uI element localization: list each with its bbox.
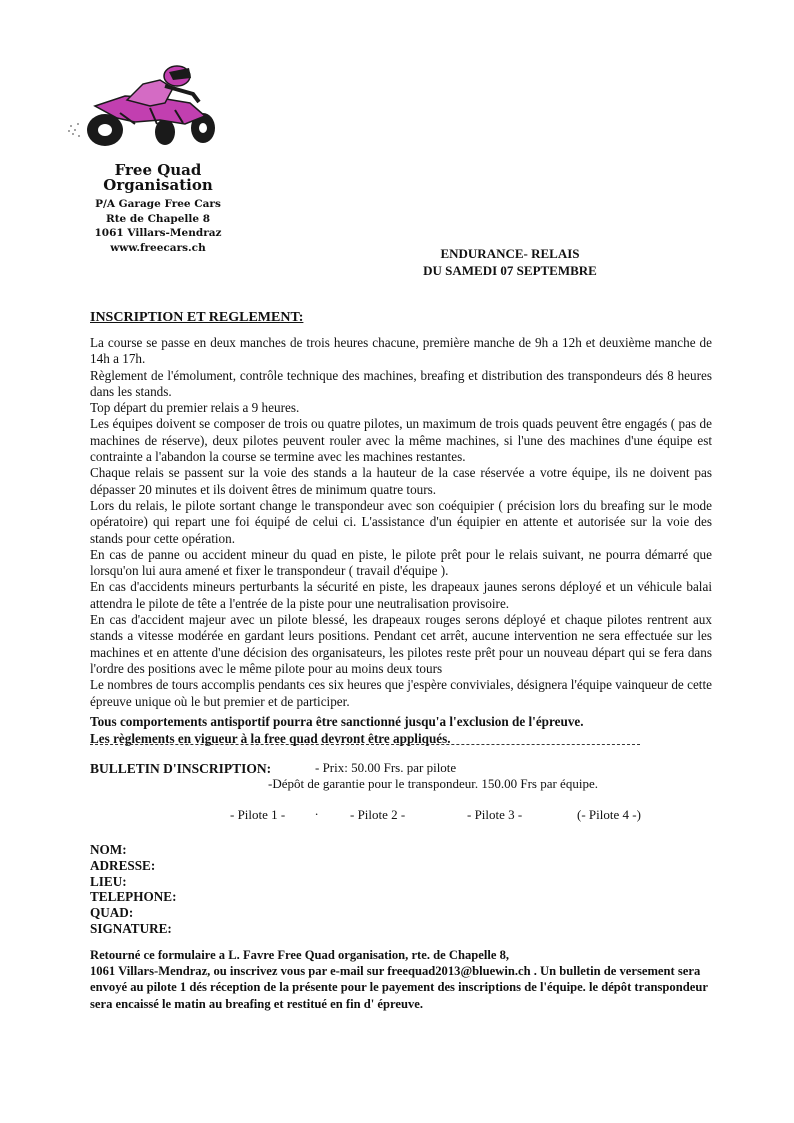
rules-paragraph: Chaque relais se passent sur la voie des stands a la hauteur de la case réservée a votre équipe, ils ne doivent pas dépasser 20 minutes et ils doivent êtres de minimum quatre tours. <box>90 465 712 497</box>
organization-line: Rte de Chapelle 8 <box>105 212 211 225</box>
event-date: DU SAMEDI 07 SEPTEMBRE <box>423 263 597 278</box>
rules-paragraph: Le nombres de tours accomplis pendants ces six heures que j'espère conviviales, désignera l'équipe vainqueur de cette épreuve unique où le but premier et de participer. <box>90 677 712 709</box>
organization-line: P/A Garage Free Cars <box>95 198 221 210</box>
stray-dot: . <box>315 803 319 818</box>
rules-body <box>90 335 712 710</box>
warnings-block <box>90 714 720 747</box>
warning-text: Tous comportements antisportif pourra être sanctionné jusqu'a l'exclusion de l'épreuve. <box>90 714 584 729</box>
organization-website[interactable]: www.freecars.ch <box>110 241 206 254</box>
field-quad[interactable]: QUAD: <box>90 905 134 921</box>
event-title: ENDURANCE- RELAIS <box>440 246 580 261</box>
warning-text: Les règlements en vigueur à la free quad devront être appliqués. <box>90 730 451 746</box>
bulletin-label: BULLETIN D'INSCRIPTION: <box>90 761 272 776</box>
pilot-3-label: - Pilote 3 - <box>467 807 523 822</box>
organization-block <box>68 163 248 255</box>
form-fields <box>90 842 176 937</box>
field-lieu[interactable]: LIEU: <box>90 873 127 889</box>
pilot-2-label: - Pilote 2 - <box>350 807 406 822</box>
section-heading: INSCRIPTION ET REGLEMENT: <box>90 310 304 325</box>
field-signature[interactable]: SIGNATURE: <box>90 920 172 936</box>
field-adresse[interactable]: ADRESSE: <box>90 857 156 873</box>
organization-line: 1061 Villars-Mendraz <box>94 227 222 239</box>
pilot-1-label: - Pilote 1 - <box>230 807 286 822</box>
rules-paragraph: Lors du relais, le pilote sortant change le transpondeur avec son coéquipier ( précision lors du breafing sur le mode opératoire) qui repart une foi équipé de celui ci. L'assistance d'un équipier en attente et autorisée sur la voie des stands pour cette opération. <box>90 497 712 546</box>
dashed-divider <box>90 744 640 745</box>
footer-line: 1061 Villars-Mendraz, ou inscrivez vous par e-mail sur freequad2013@bluewin.ch . Un bulletin de versement sera envoyé au pilote 1 dés réception de la présente pour le payement des inscriptions de l'équipe. le dépôt transpondeur sera encaissé le matin au breafing et restitué en fin d' épreuve. <box>90 964 708 1011</box>
price-text: - Prix: 50.00 Frs. par pilote <box>315 760 457 775</box>
rules-paragraph: En cas de panne ou accident mineur du quad en piste, le pilote prêt pour le relais suivant, ne pourra démarré que lorsqu'on lui aura amené et fixer le transpondeur ( travail d'équipe ). <box>90 546 712 579</box>
organization-name: Free Quad Organisation <box>103 161 213 194</box>
field-telephone[interactable]: TELEPHONE: <box>90 889 177 905</box>
footer-instructions <box>90 947 720 1012</box>
event-title-block <box>380 245 640 279</box>
rules-paragraph: Règlement de l'émolument, contrôle technique des machines, breafing et distribution des transpondeurs dés 8 heures dans les stands. <box>90 367 712 399</box>
deposit-text: -Dépôt de garantie pour le transpondeur. 150.00 Frs par équipe. <box>268 776 598 791</box>
footer-line: Retourné ce formulaire a L. Favre Free Quad organisation, rte. de Chapelle 8, <box>90 948 510 962</box>
field-nom[interactable]: NOM: <box>90 842 127 857</box>
rules-paragraph: En cas d'accident majeur avec un pilote blessé, les drapeaux rouges serons déployé et chaque pilotes rentrent aux stands a vitesse modérée en gardant leurs positions. Pendant cet arrêt, aucune intervention ne sera effectuée sur les machines et en attente d'une décision des organisateurs, les pilotes reste prêt pour un nouveau départ qui se fera dans l'ordre des positions avec le même pilote pour au moins deux tours <box>90 612 712 676</box>
rules-paragraph: En cas d'accidents mineurs perturbants la sécurité en piste, les drapeaux jaunes serons déployé et un véhicule balai attendra le pilote de tête a l'entrée de la piste pour une neutralisation provisoire. <box>90 579 712 611</box>
quad-rider-logo <box>65 58 225 158</box>
rules-paragraph: Top départ du premier relais a 9 heures. <box>90 400 300 416</box>
rules-paragraph: La course se passe en deux manches de trois heures chacune, première manche de 9h a 12h et deuxième manche de 14h a 17h. <box>90 335 712 367</box>
rules-paragraph: Les équipes doivent se composer de trois ou quatre pilotes, un maximum de trois quads peuvent être engagés ( pas de machines de réserve), deux pilotes peuvent rouler avec la même machines, si l'une des machines d'une équipe est contrainte a l'abandon la course se termine avec les machines restantes. <box>90 416 712 465</box>
pilot-4-label: (- Pilote 4 -) <box>577 807 641 822</box>
